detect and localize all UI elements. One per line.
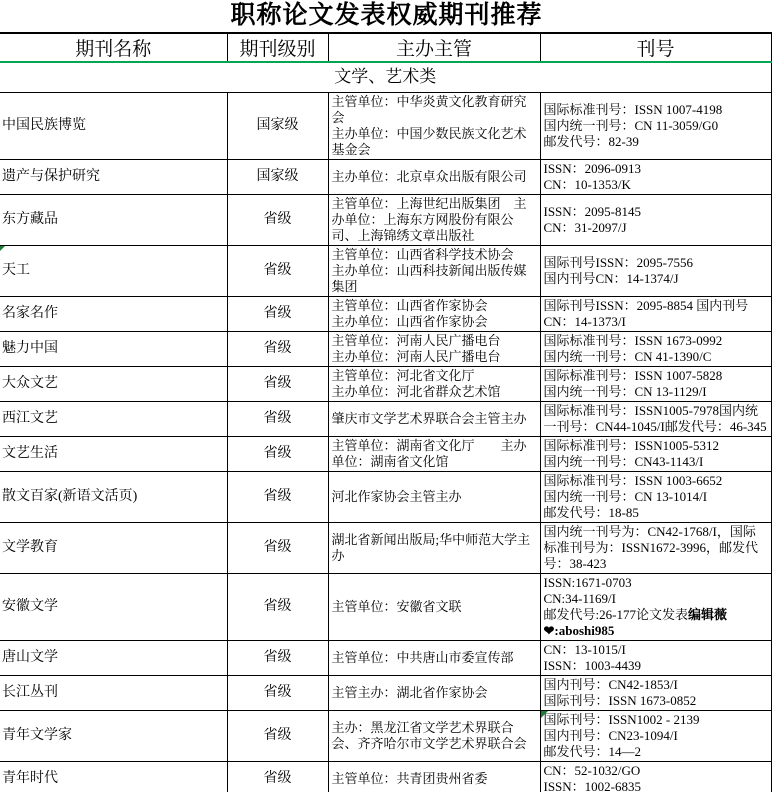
journal-level-cell — [227, 194, 328, 245]
text-line: 国际刊号ISSN：2095-8854 国内刊号CN：14-1373/I — [543, 297, 749, 329]
journal-name: 遗产与保护研究 — [2, 168, 100, 184]
text-line: ISSN:1671-0703 — [543, 574, 632, 590]
journal-level-cell — [227, 401, 328, 436]
journal-level-cell — [227, 92, 328, 159]
text-line: 主管单位：河南人民广播电台 — [331, 332, 501, 348]
text-line: 国际标准刊号：ISSN 1003-6652 — [543, 472, 723, 488]
journal-level: 省级 — [263, 727, 292, 743]
text-line: 国际标准刊号：ISSN 1007-4198 — [543, 101, 723, 117]
journal-level: 省级 — [263, 305, 292, 321]
organizer-cell — [328, 761, 540, 792]
journal-name: 唐山文学 — [2, 649, 58, 665]
journal-level: 省级 — [263, 649, 292, 665]
text-line: 湖北省新闻出版局;华中师范大学主办 — [331, 531, 531, 563]
journal-name: 名家名作 — [2, 305, 58, 321]
text-line: ISSN：2095-8145 — [543, 203, 642, 219]
journal-level-cell — [227, 710, 328, 761]
journal-level-cell — [227, 761, 328, 792]
organizer-cell — [328, 245, 540, 296]
journal-name-cell — [0, 194, 227, 245]
organizer-cell — [328, 675, 540, 710]
journal-name: 魅力中国 — [2, 340, 58, 356]
journal-level: 省级 — [263, 211, 292, 227]
journal-name: 青年文学家 — [2, 727, 72, 743]
journal-name: 青年时代 — [2, 770, 58, 786]
journal-name: 长江丛刊 — [2, 684, 58, 700]
journal-row — [0, 331, 771, 366]
journal-name-cell — [0, 331, 227, 366]
organizer-cell — [328, 640, 540, 675]
journal-name-cell — [0, 296, 227, 331]
cell-corner-flag-icon — [541, 711, 548, 718]
organizer-cell — [328, 436, 540, 471]
text-line: CN：10-1353/K — [543, 176, 631, 192]
page-title: 职称论文发表权威期刊推荐 — [230, 1, 543, 29]
journal-row — [0, 675, 771, 710]
journal-name: 西江文艺 — [2, 410, 58, 426]
journal-name: 东方藏品 — [2, 211, 58, 227]
journal-level-cell — [227, 245, 328, 296]
text-line — [544, 623, 769, 639]
issue-number-cell — [540, 675, 771, 710]
journal-name-cell — [0, 522, 227, 573]
journal-row — [0, 245, 771, 296]
text-line: 主办单位：北京卓众出版有限公司 — [331, 168, 527, 184]
text-line: 主办单位：中国少数民族文化艺术基金会 — [331, 125, 527, 157]
text-line: 主管单位：中共唐山市委宣传部 — [331, 649, 514, 665]
organizer-cell — [328, 92, 540, 159]
text-line: 国际刊号：ISSN 1673-0852 — [543, 692, 697, 708]
issue-number-cell — [540, 296, 771, 331]
text-line: 肇庆市文学艺术界联合会主管主办 — [331, 410, 527, 426]
journal-name-cell — [0, 675, 227, 710]
journal-row — [0, 573, 771, 640]
issue-number-cell — [540, 159, 771, 194]
journal-name-cell — [0, 640, 227, 675]
text-line: 国际标准刊号：ISSN1005-5312 — [543, 437, 720, 453]
text-line: 主管单位：山西省科学技术协会 — [331, 246, 514, 262]
journal-level: 国家级 — [256, 117, 299, 133]
column-header-journal-level: 期刊级别 — [227, 33, 328, 62]
text-line: 主办单位：山西科技新闻出版传媒集团 — [331, 262, 527, 294]
journal-level: 省级 — [263, 262, 292, 278]
cell-corner-flag-icon — [0, 246, 5, 251]
text-line: CN:34-1169/I — [543, 590, 616, 606]
text-line: 主办单位：河北省群众艺术馆 — [331, 383, 501, 399]
journal-level-cell — [227, 640, 328, 675]
journal-level: 省级 — [263, 488, 292, 504]
journal-table-body — [0, 62, 771, 792]
issue-number-cell — [540, 436, 771, 471]
text-line: 国内刊号CN：14-1374/J — [543, 270, 679, 286]
text-line: 国际标准刊号：ISSN 1007-5828 — [543, 367, 723, 383]
text-line: 国际刊号ISSN：2095-7556 — [543, 254, 694, 270]
journal-name: 大众文艺 — [2, 375, 58, 391]
journal-name-cell — [0, 159, 227, 194]
journal-row — [0, 761, 771, 792]
journal-level: 省级 — [263, 684, 292, 700]
journal-row — [0, 92, 771, 159]
journal-row — [0, 471, 771, 522]
category-section-row — [0, 62, 771, 92]
text-line: 国内刊号：CN23-1094/I — [543, 727, 678, 743]
journal-name-cell — [0, 245, 227, 296]
journal-row — [0, 296, 771, 331]
journal-level-cell — [227, 675, 328, 710]
journal-name-cell — [0, 401, 227, 436]
issue-number-cell — [540, 92, 771, 159]
organizer-cell — [328, 522, 540, 573]
organizer-cell — [328, 710, 540, 761]
text-line: 主管单位：安徽省文联 — [331, 598, 462, 614]
text-line: 主管单位：中华炎黄文化教育研究会 — [331, 93, 527, 125]
text-line: CN：31-2097/J — [543, 219, 627, 235]
issue-number-cell — [540, 366, 771, 401]
text-line: 河北作家协会主管主办 — [331, 488, 462, 504]
issue-number-cell — [540, 331, 771, 366]
organizer-cell — [328, 366, 540, 401]
text-line: 主管单位：山西省作家协会 — [331, 297, 488, 313]
text-line: 国内统一刊号：CN 13-1014/I — [543, 488, 708, 504]
issue-number-cell — [540, 761, 771, 792]
journal-level-cell — [227, 522, 328, 573]
journal-row — [0, 159, 771, 194]
journal-name-cell — [0, 710, 227, 761]
organizer-cell — [328, 573, 540, 640]
journal-name-cell — [0, 573, 227, 640]
journal-level: 省级 — [263, 375, 292, 391]
issue-number-cell — [540, 573, 771, 640]
journal-level: 省级 — [263, 340, 292, 356]
text-line: 国内统一刊号：CN 11-3059/G0 — [543, 117, 719, 133]
journal-row — [0, 710, 771, 761]
text-line: 主管主办：湖北省作家协会 — [331, 684, 488, 700]
journal-row — [0, 522, 771, 573]
text-line: ISSN：2096-0913 — [543, 160, 642, 176]
organizer-cell — [328, 401, 540, 436]
text-line: 主管单位：河北省文化厅 — [331, 367, 475, 383]
column-header-journal-name: 期刊名称 — [0, 33, 227, 62]
text-line — [544, 607, 769, 623]
journal-level: 国家级 — [256, 168, 299, 184]
journal-row — [0, 640, 771, 675]
journal-level-cell — [227, 366, 328, 401]
text-line: CN：13-1015/I — [543, 641, 626, 657]
text-line: 国际刊号：ISSN1002 - 2139 — [543, 711, 700, 727]
journal-level-cell — [227, 573, 328, 640]
journal-name-cell — [0, 92, 227, 159]
organizer-cell — [328, 331, 540, 366]
issue-number-cell — [540, 522, 771, 573]
text-line: 国际标准刊号：ISSN 1673-0992 — [543, 332, 723, 348]
text-line: ISSN：1003-4439 — [543, 657, 642, 673]
journal-row — [0, 436, 771, 471]
journal-level: 省级 — [263, 445, 292, 461]
table-header-row — [0, 33, 771, 62]
text-line: ISSN：1002-6835 — [543, 778, 642, 792]
text-line: 邮发代号：18-85 — [543, 504, 639, 520]
text-segment: 邮发代号:26-177论文发表 — [543, 606, 688, 622]
text-line: 国际标准刊号：ISSN1005-7978国内统一刊号：CN44-1045/I邮发代号：46-345 — [543, 402, 767, 434]
journal-name: 中国民族博览 — [2, 117, 86, 133]
journal-name-cell — [0, 436, 227, 471]
journal-level-cell — [227, 159, 328, 194]
category-header: 文学、艺术类 — [0, 62, 771, 92]
journal-row — [0, 366, 771, 401]
journal-name-cell — [0, 366, 227, 401]
issue-number-cell — [540, 245, 771, 296]
journal-level: 省级 — [263, 539, 292, 555]
journal-level: 省级 — [263, 598, 292, 614]
text-line: 邮发代号：82-39 — [543, 133, 639, 149]
journal-table — [0, 32, 772, 792]
text-line: 主办单位：河南人民广播电台 — [331, 348, 501, 364]
text-line: 主管单位：上海世纪出版集团 主办单位：上海东方网股份有限公司、上海锦绣文章出版社 — [331, 195, 527, 243]
column-header-issue-number: 刊号 — [540, 33, 771, 62]
issue-number-cell — [540, 194, 771, 245]
text-line: 主办：黑龙江省文学艺术界联合会、齐齐哈尔市文学艺术界联合会 — [331, 719, 527, 751]
text-line: CN：52-1032/GO — [543, 762, 641, 778]
column-header-organizer: 主办主管 — [328, 33, 540, 62]
journal-name-cell — [0, 471, 227, 522]
issue-number-cell — [540, 401, 771, 436]
journal-level-cell — [227, 296, 328, 331]
organizer-cell — [328, 194, 540, 245]
issue-number-cell — [540, 471, 771, 522]
text-line: 国内统一刊号：CN 13-1129/I — [543, 383, 707, 399]
journal-row — [0, 401, 771, 436]
text-line: 国内统一刊号：CN43-1143/I — [543, 453, 704, 469]
promo-bold-text: 编辑薇 — [687, 606, 727, 622]
organizer-cell — [328, 159, 540, 194]
organizer-cell — [328, 296, 540, 331]
journal-level-cell — [227, 436, 328, 471]
text-line: 邮发代号：14—2 — [543, 743, 642, 759]
journal-name: 散文百家(新语文活页) — [2, 488, 138, 504]
promo-bold-text: ❤:aboshi985 — [543, 622, 615, 638]
journal-name: 文学教育 — [2, 539, 58, 555]
text-line: 主管单位：湖南省文化厅 主办单位：湖南省文化馆 — [331, 437, 527, 469]
journal-name: 天工 — [2, 262, 30, 278]
journal-level-cell — [227, 331, 328, 366]
journal-name: 安徽文学 — [2, 598, 58, 614]
journal-level: 省级 — [263, 770, 292, 786]
journal-name: 文艺生活 — [2, 445, 58, 461]
text-line: 主办单位：山西省作家协会 — [331, 313, 488, 329]
text-line: 主管单位：共青团贵州省委 — [331, 770, 488, 786]
text-line: 国内统一刊号：CN 41-1390/C — [543, 348, 712, 364]
text-line: 国内刊号：CN42-1853/I — [543, 676, 678, 692]
journal-level: 省级 — [263, 410, 292, 426]
journal-row — [0, 194, 771, 245]
text-line: 国内统一刊号为：CN42-1768/I，国际标准刊号为：ISSN1672-3996，邮发代号：38-423 — [543, 523, 759, 571]
journal-level-cell — [227, 471, 328, 522]
organizer-cell — [328, 471, 540, 522]
issue-number-cell — [540, 640, 771, 675]
journal-name-cell — [0, 761, 227, 792]
issue-number-cell — [540, 710, 771, 761]
